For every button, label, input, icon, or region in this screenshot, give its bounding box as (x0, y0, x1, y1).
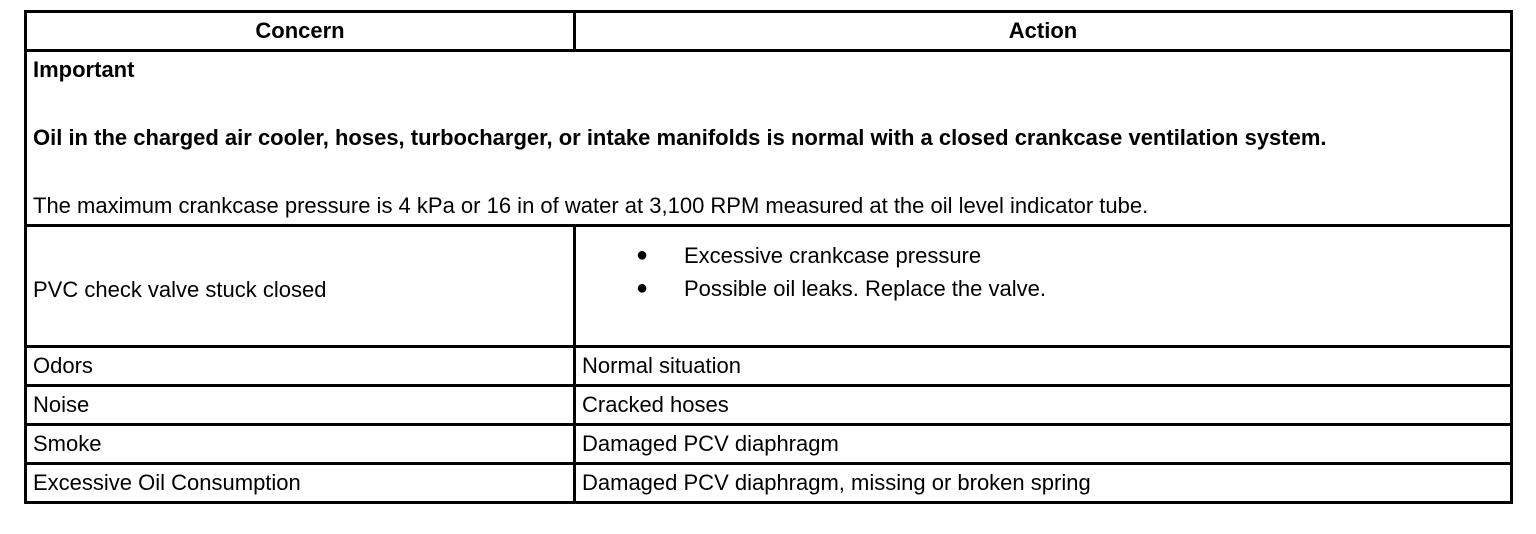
note-statement: Oil in the charged air cooler, hoses, turbocharger, or intake manifolds is normal with a closed crankcase ventilation system. (33, 125, 1327, 150)
table-row (26, 347, 1512, 386)
concern-cell: Excessive Oil Consumption (26, 464, 575, 503)
table-row (26, 226, 1512, 347)
important-note (26, 51, 1512, 226)
concern-cell: Smoke (26, 425, 575, 464)
table-row (26, 425, 1512, 464)
bullet-dot-icon: ● (636, 244, 649, 266)
bullet-dot-icon: ● (636, 277, 649, 299)
concern-cell: PVC check valve stuck closed (26, 226, 575, 347)
bullet-text: Excessive crankcase pressure (684, 243, 982, 268)
action-cell: Normal situation (575, 347, 1512, 386)
action-cell: Damaged PCV diaphragm (575, 425, 1512, 464)
action-cell: Damaged PCV diaphragm, missing or broken spring (575, 464, 1512, 503)
action-cell: Cracked hoses (575, 386, 1512, 425)
table-row (26, 464, 1512, 503)
concern-cell: Odors (26, 347, 575, 386)
concern-cell: Noise (26, 386, 575, 425)
note-title: Important (33, 57, 135, 82)
action-cell (575, 226, 1512, 347)
list-item (582, 272, 1504, 305)
table-header-row (26, 12, 1512, 51)
note-pressure: The maximum crankcase pressure is 4 kPa or 16 in of water at 3,100 RPM measured at the oil level indicator tube. (33, 193, 1149, 218)
list-item (582, 239, 1504, 272)
action-bullet-list (582, 239, 1504, 305)
header-concern: Concern (26, 12, 575, 51)
concern-action-table (24, 10, 1513, 504)
important-note-row (26, 51, 1512, 226)
bullet-text: Possible oil leaks. Replace the valve. (684, 276, 1046, 301)
header-action: Action (575, 12, 1512, 51)
table-row (26, 386, 1512, 425)
